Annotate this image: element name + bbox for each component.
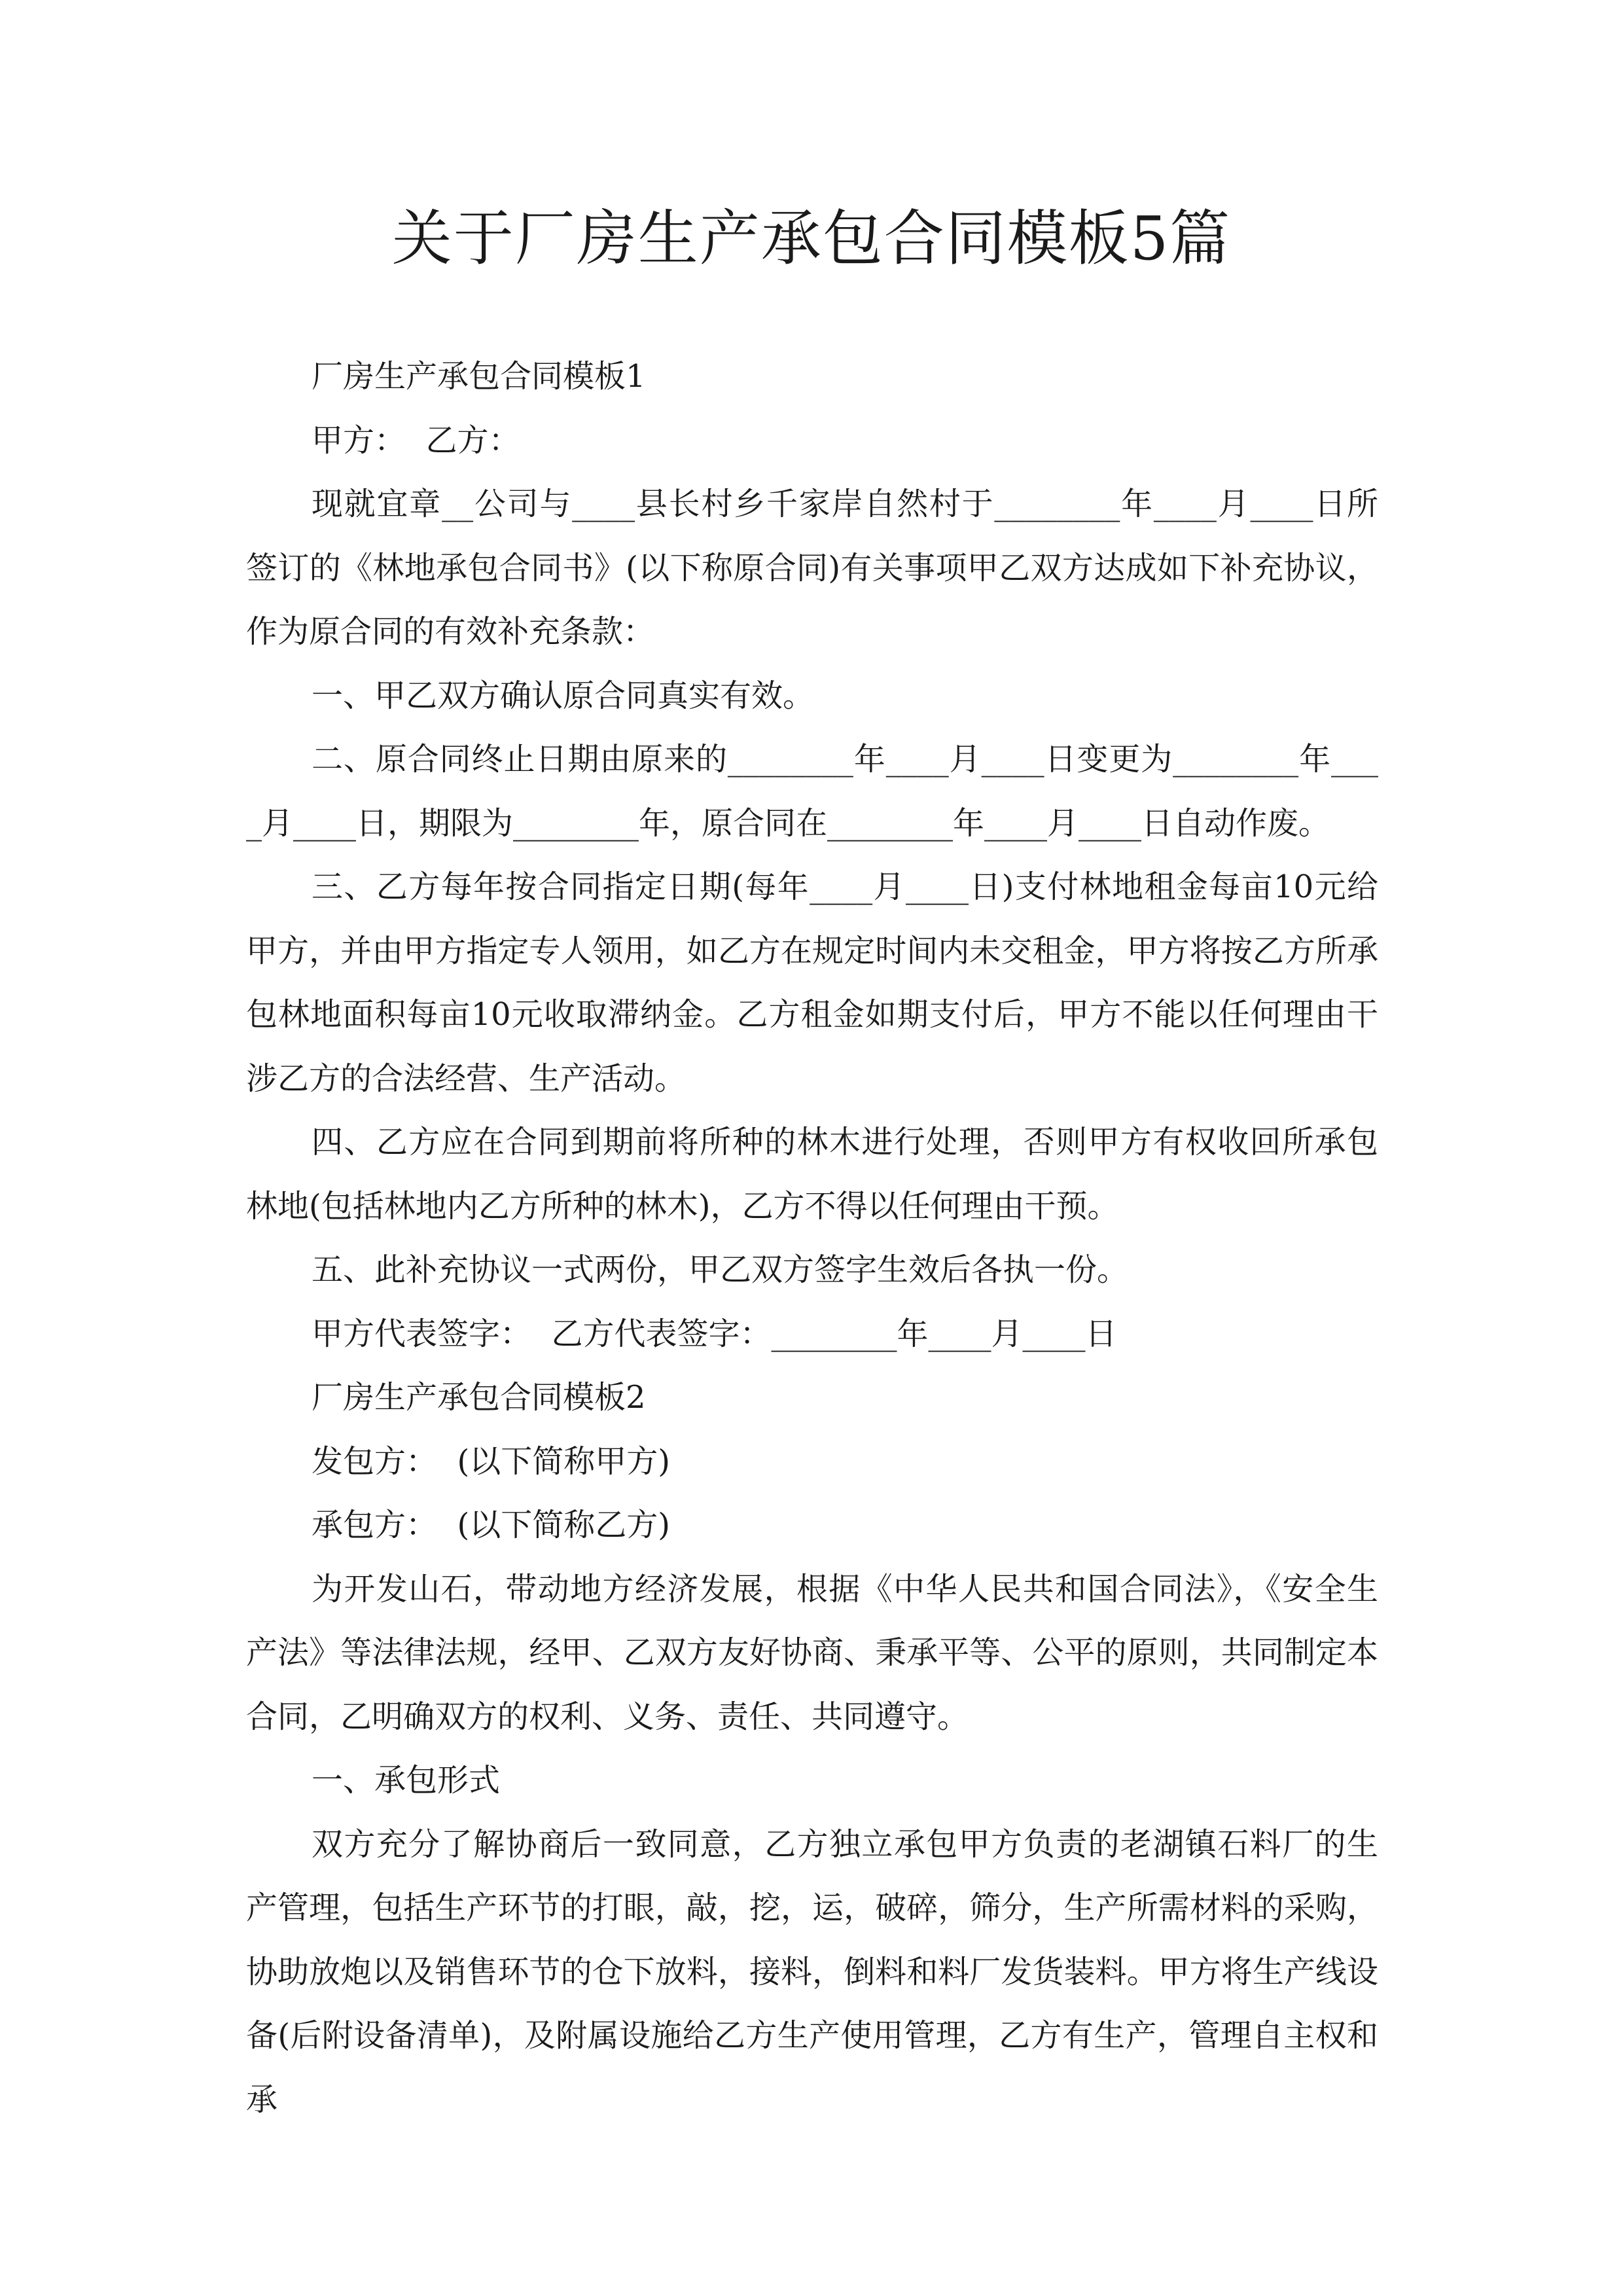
paragraph-preamble: 现就宜章__公司与____县长村乡千家岸自然村于________年____月____日所签订的《林地承包合同书》(以下称原合同)有关事项甲乙双方达成如下补充协议，作为原合同的有效补充条款：	[246, 486, 1378, 650]
paragraph-purpose: 为开发山石，带动地方经济发展，根据《中华人民共和国合同法》，《安全生产法》等法律法规，经甲、乙双方友好协商、秉承平等、公平的原则，共同制定本合同，乙明确双方的权利、义务、责任、共同遵守。	[246, 1570, 1378, 1735]
document-body	[246, 345, 1378, 2132]
paragraph-clause-5: 五、此补充协议一式两份，甲乙双方签字生效后各执一份。	[312, 1251, 1129, 1288]
paragraph-clause-3: 三、乙方每年按合同指定日期(每年____月____日)支付林地租金每亩10元给甲方，并由甲方指定专人领用，如乙方在规定时间内未交租金，甲方将按乙方所承包林地面积每亩10元收取滞纳金。乙方租金如期支付后，甲方不能以任何理由干涉乙方的合法经营、生产活动。	[246, 869, 1378, 1097]
paragraph-section-1-body: 双方充分了解协商后一致同意，乙方独立承包甲方负责的老湖镇石料厂的生产管理，包括生产环节的打眼，敲，挖，运，破碎，筛分，生产所需材料的采购，协助放炮以及销售环节的仓下放料，接料，倒料和料厂发货装料。甲方将生产线设备(后附设备清单)，及附属设施给乙方生产使用管理，乙方有生产，管理自主权和承	[246, 1825, 1378, 2118]
paragraph-clause-4: 四、乙方应在合同到期前将所种的林木进行处理，否则甲方有权收回所承包林地(包括林地内乙方所种的林木)，乙方不得以任何理由干预。	[246, 1124, 1378, 1225]
paragraph-signatures: 甲方代表签字： 乙方代表签字：________年____月____日	[312, 1315, 1117, 1352]
paragraph-clause-1: 一、甲乙双方确认原合同真实有效。	[312, 677, 815, 714]
paragraph-clause-2: 二、原合同终止日期由原来的________年____月____日变更为________年____月____日，期限为________年，原合同在________年____月____日自动作废。	[246, 741, 1378, 842]
paragraph-section-1-heading: 一、承包形式	[312, 1762, 501, 1799]
paragraph-contractor: 发包方： (以下简称甲方)	[312, 1443, 670, 1480]
paragraph-contractee: 承包方： (以下简称乙方)	[312, 1507, 670, 1543]
paragraph-template-1-heading: 厂房生产承包合同模板1	[312, 358, 646, 395]
paragraph-parties: 甲方： 乙方：	[312, 422, 520, 459]
document-title: 关于厂房生产承包合同模板5篇	[391, 204, 1232, 274]
paragraph-template-2-heading: 厂房生产承包合同模板2	[312, 1379, 646, 1416]
